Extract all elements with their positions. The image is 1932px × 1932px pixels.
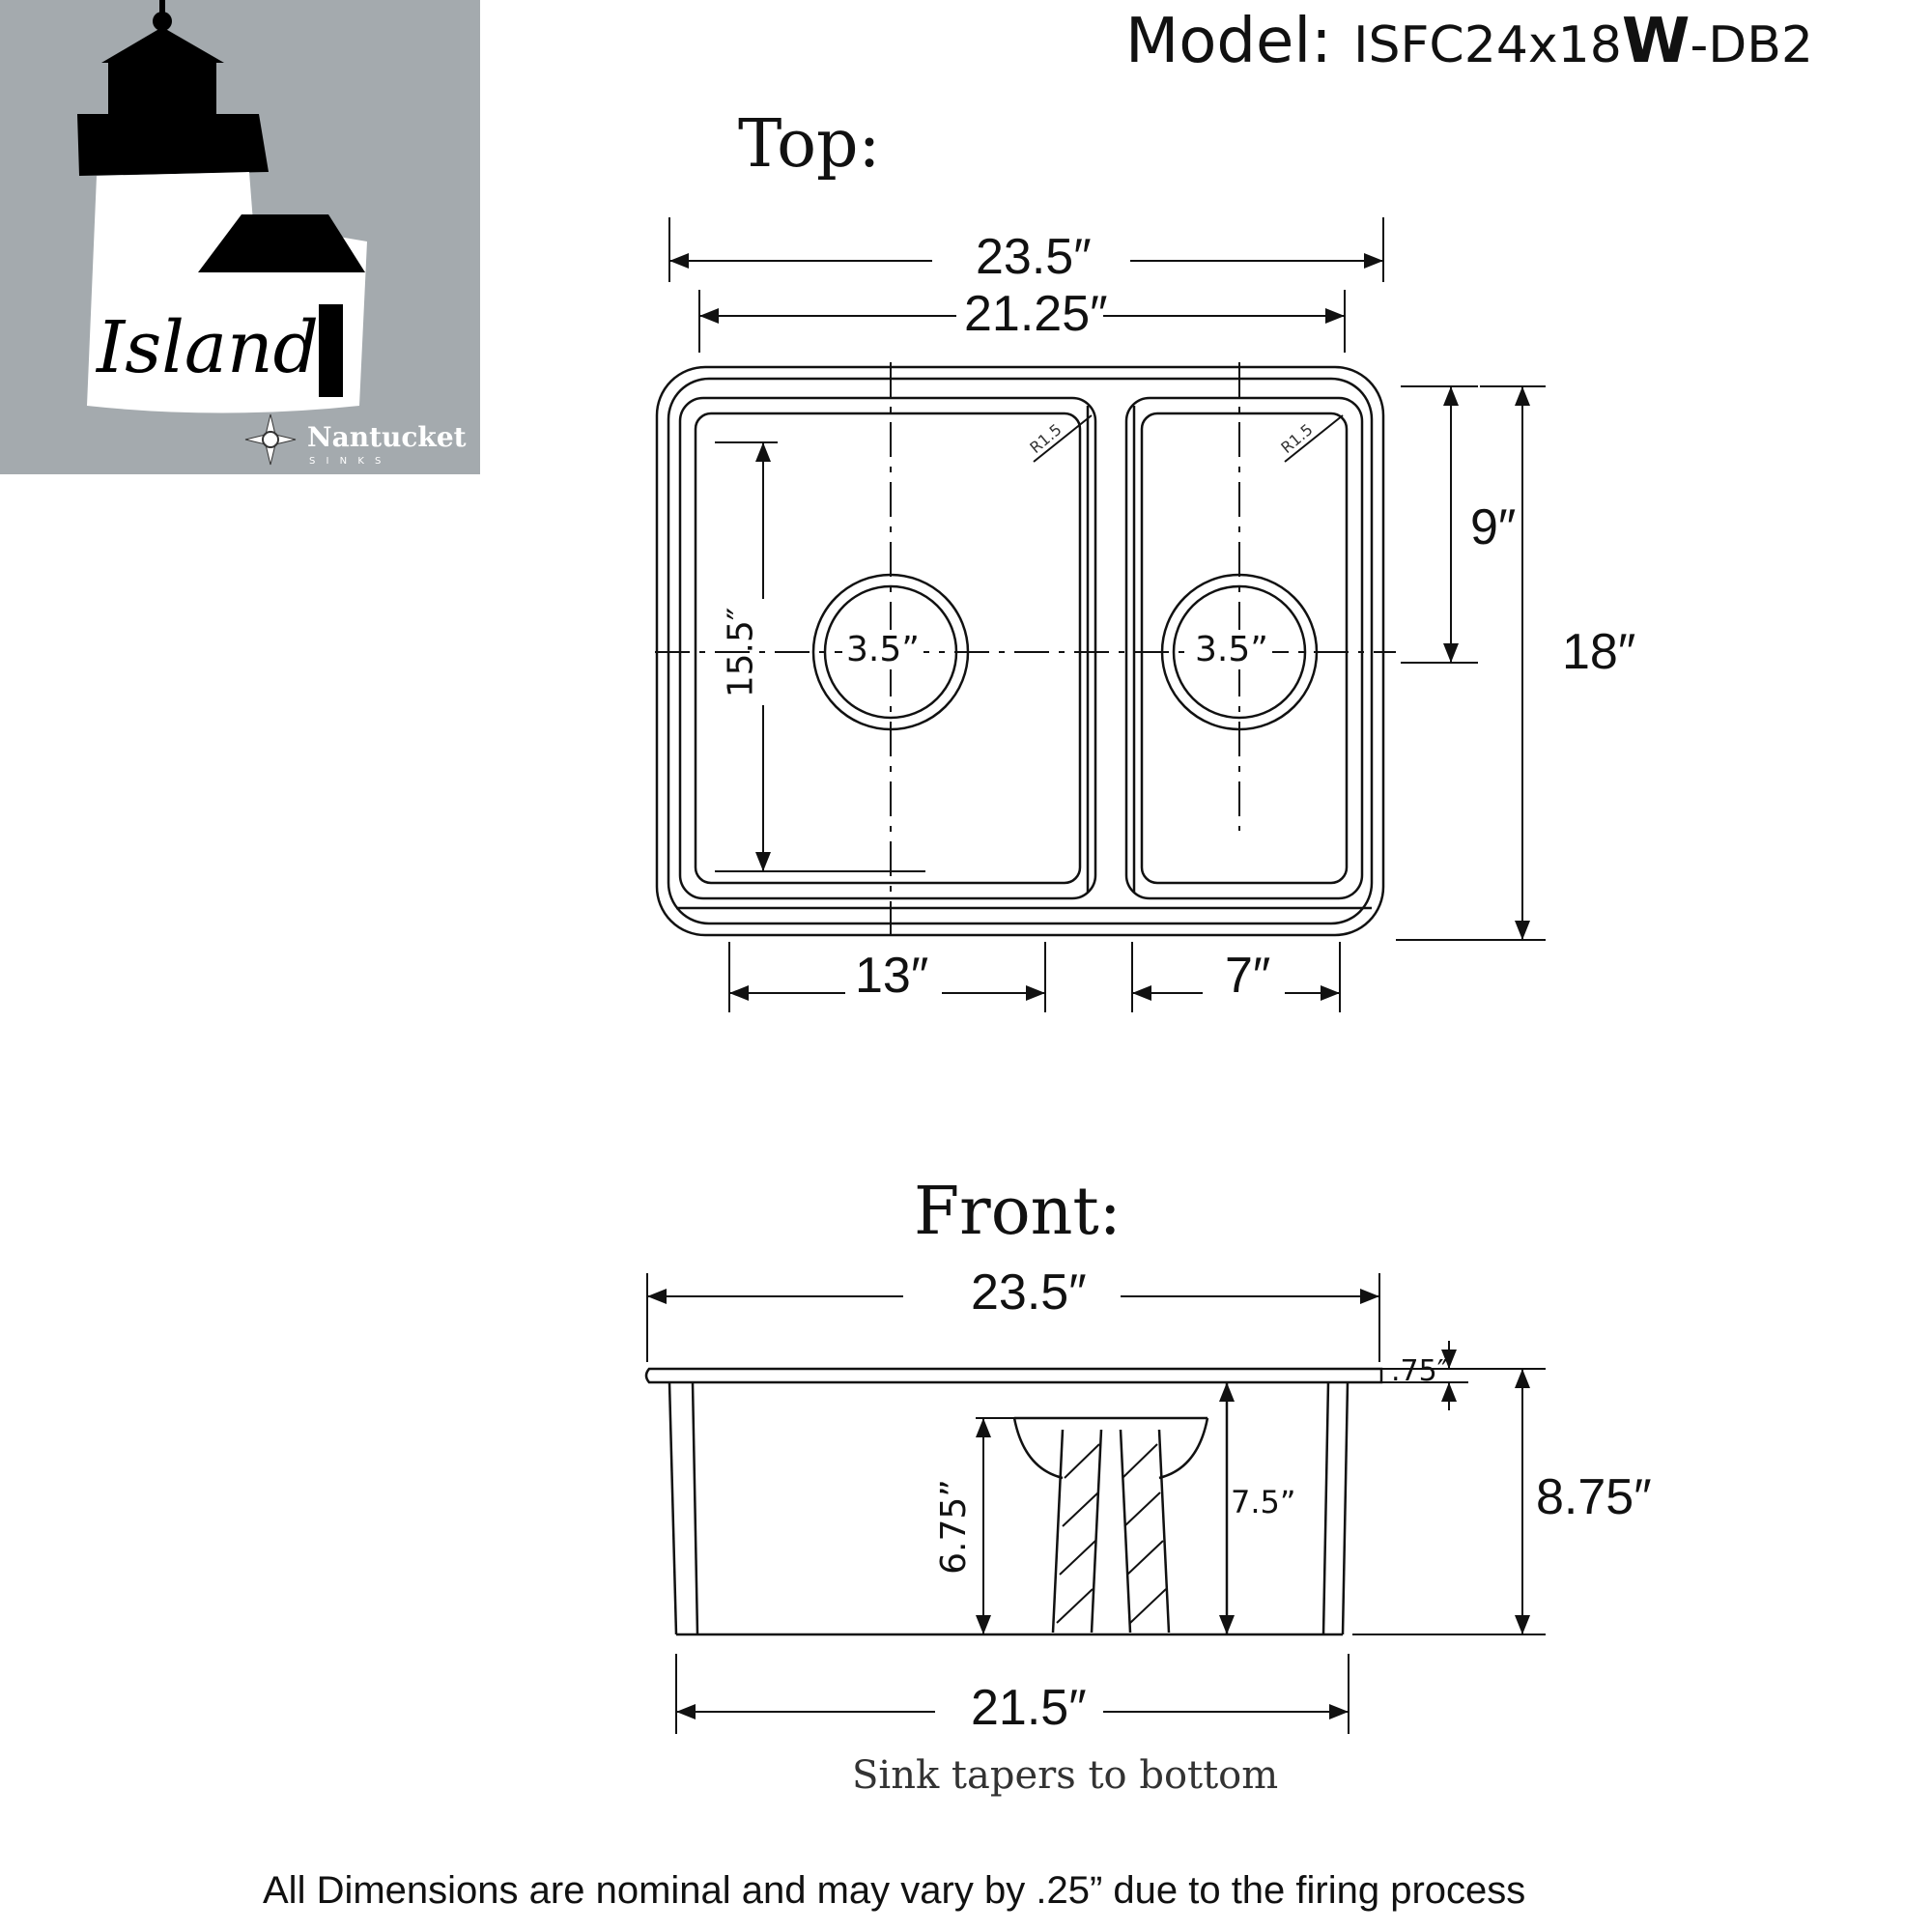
dimensions-disclaimer: All Dimensions are nominal and may vary by .25” due to the firing process — [263, 1869, 1526, 1912]
dim-right-bowl-width: 7″ — [1225, 948, 1271, 1004]
dim-drain-center: 9″ — [1470, 499, 1517, 555]
model-suffix: -DB2 — [1690, 16, 1813, 74]
logo-brand-subtext: S I N K S — [309, 456, 385, 467]
dim-rim-thickness: .75″ — [1391, 1354, 1448, 1388]
corner-radius-label-right: R1.5 — [1277, 420, 1317, 458]
top-view-title: Top: — [738, 106, 881, 183]
dim-left-bowl-width: 13″ — [855, 948, 929, 1004]
logo-brand-text: Nantucket — [307, 421, 467, 453]
dim-divider-height: 6.75” — [933, 1479, 974, 1575]
corner-radius-label-left: R1.5 — [1026, 420, 1065, 458]
dim-right-drain: 3.5” — [1191, 630, 1272, 669]
model-prefix: ISFC24x18 — [1353, 16, 1622, 74]
dim-left-drain: 3.5” — [842, 630, 923, 669]
dim-top-overall-width: 23.5″ — [976, 229, 1092, 285]
dim-top-inner-width: 21.25″ — [964, 286, 1108, 342]
dim-bowl-depth: 15.5″ — [721, 607, 761, 698]
front-view-title: Front: — [914, 1174, 1122, 1250]
model-w: W — [1621, 6, 1690, 77]
dim-overall-depth: 18″ — [1562, 624, 1636, 680]
model-label: Model: — [1125, 6, 1332, 77]
taper-note: Sink tapers to bottom — [852, 1753, 1279, 1798]
dim-overall-height: 8.75″ — [1536, 1469, 1652, 1525]
dim-bowl-height: 7.5” — [1231, 1484, 1296, 1520]
dim-front-bottom-width: 21.5″ — [971, 1680, 1087, 1736]
logo-script-text: Island — [97, 306, 320, 389]
front-view-hatching — [1057, 1444, 1166, 1623]
dim-front-top-width: 23.5″ — [971, 1264, 1087, 1321]
